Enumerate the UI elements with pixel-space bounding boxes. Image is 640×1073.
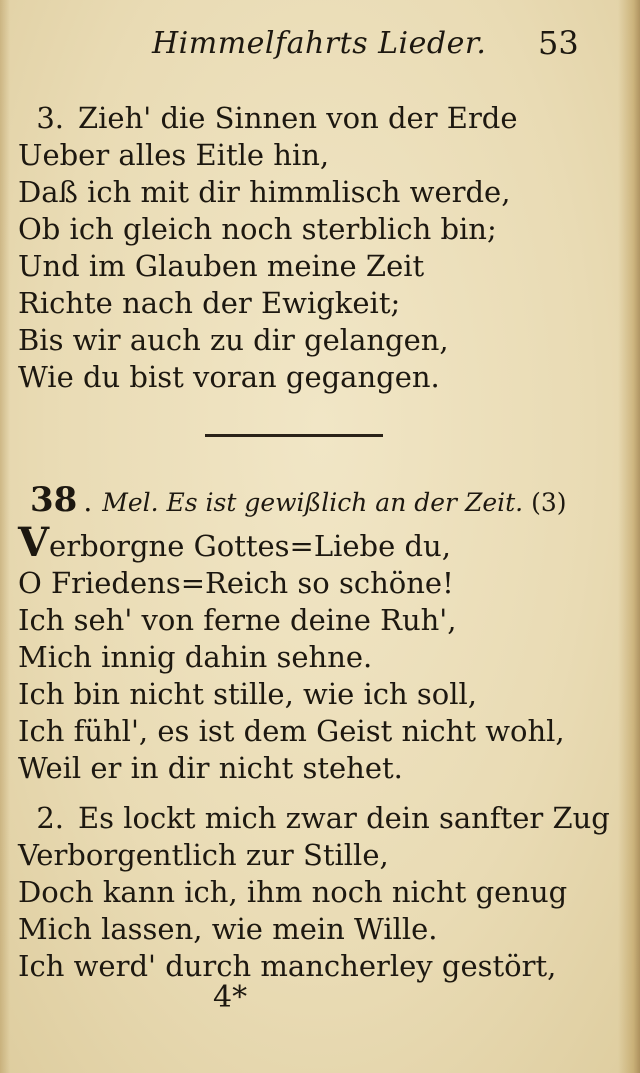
- verse-text: Es lockt mich zwar dein sanfter Zug: [78, 801, 610, 835]
- signature-mark: 4*: [213, 980, 248, 1015]
- verse-line: Doch kann ich, ihm noch nicht genug: [18, 875, 568, 909]
- verse-line: Richte nach der Ewigkeit;: [18, 286, 401, 320]
- verse-line: Ueber alles Eitle hin,: [18, 138, 330, 172]
- melody-reference: Mel. Es ist gewißlich an der Zeit.: [102, 488, 524, 517]
- verse-line: Daß ich mit dir himmlisch werde,: [18, 175, 511, 209]
- verse-text: erborgne Gottes=Liebe du,: [49, 529, 451, 563]
- drop-cap: V: [18, 519, 50, 566]
- hymn-number-suffix: .: [83, 485, 93, 518]
- verse-line: O Friedens=Reich so schöne!: [18, 566, 454, 600]
- verse-line: [18, 100, 518, 137]
- verse-line: Wie du bist voran gegangen.: [18, 360, 440, 394]
- verse-line: [18, 800, 610, 837]
- hymn-38-stanza-1: [18, 519, 565, 787]
- verse-line: Ob ich gleich noch sterblich bin;: [18, 212, 497, 246]
- verse-line: Ich fühl', es ist dem Geist nicht wohl,: [18, 714, 565, 748]
- verse-line: Ich werd' durch mancherley gestört,: [18, 949, 557, 983]
- verse-line: Ich bin nicht stille, wie ich soll,: [18, 677, 478, 711]
- verse-line: Mich lassen, wie mein Wille.: [18, 912, 438, 946]
- verse-line: Bis wir auch zu dir gelangen,: [18, 323, 449, 357]
- stanza-number: 2.: [36, 801, 64, 835]
- melody-count: (3): [531, 488, 567, 517]
- stanza-number: 3.: [36, 101, 64, 135]
- verse-line: Weil er in dir nicht stehet.: [18, 751, 403, 785]
- verse-line: Und im Glauben meine Zeit: [18, 249, 425, 283]
- verse-text: Zieh' die Sinnen von der Erde: [78, 101, 518, 135]
- hymn-header: [30, 480, 567, 520]
- hymn-38-stanza-2: [18, 800, 610, 985]
- section-divider: [205, 434, 383, 437]
- stanza-3-continued: [18, 100, 518, 396]
- verse-line: Mich innig dahin sehne.: [18, 640, 373, 674]
- page-right-edge: [618, 0, 640, 1073]
- verse-line: Ich seh' von ferne deine Ruh',: [18, 603, 457, 637]
- verse-line: Verborgentlich zur Stille,: [18, 838, 389, 872]
- page-number: 53: [538, 24, 579, 62]
- page-left-edge: [0, 0, 10, 1073]
- running-title: Himmelfahrts Lieder.: [152, 26, 487, 61]
- verse-line: [18, 519, 565, 566]
- hymn-number: 38: [30, 480, 78, 520]
